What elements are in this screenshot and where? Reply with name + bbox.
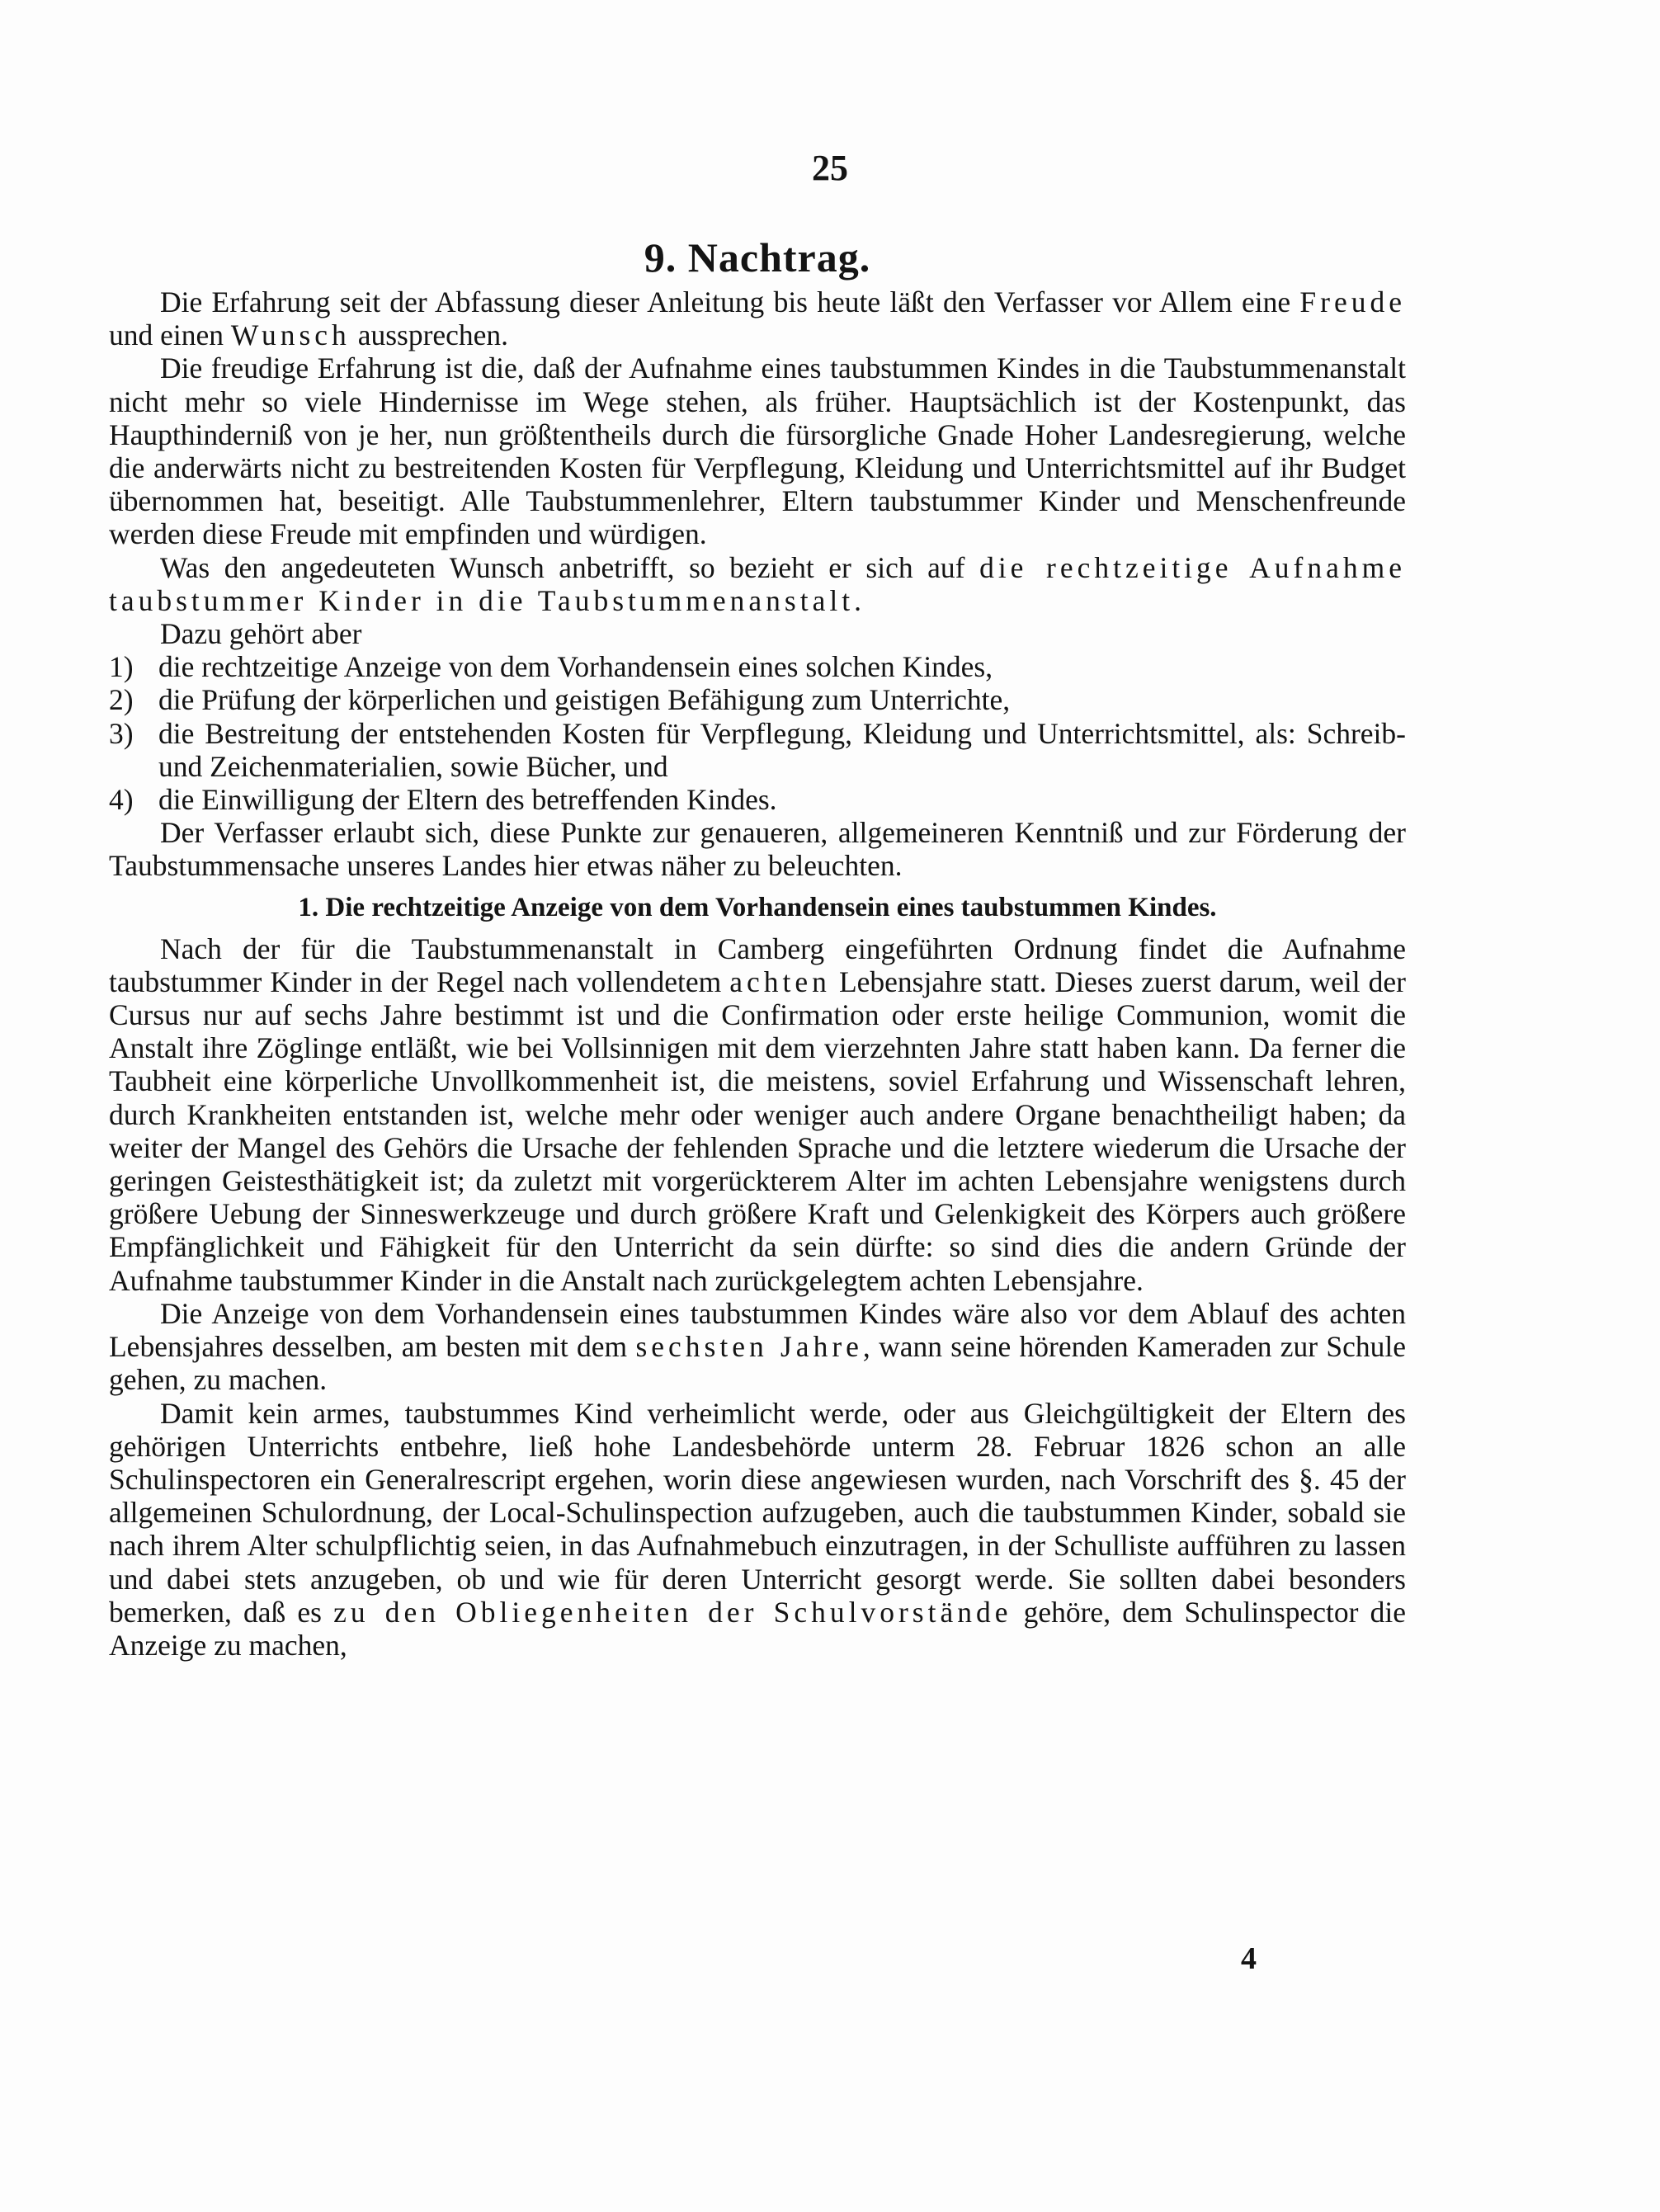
paragraph-rescript-text: Damit kein armes, taubstummes Kind verheimlicht werde, oder aus Gleichgültigkeit der Eltern des gehörigen Unterrichts entbehre, ließ hohe Landesbehörde unterm 28. Februar 1826 schon an alle Schulinspectoren ein Generalrescript ergehen, worin diese angewiesen wurden, nach Vorschrift des §. 45 der allgemeinen Schulordnung, der Local-Schulinspection aufzugeben, auch die taubstummen Kinder, sobald sie nach ihrem Alter schulpflichtig seien, in das Aufnahmebuch einzutragen, in der Schulliste aufführen zu lassen und dabei stets anzugeben, ob und wie für deren Unterricht gesorgt werde. Sie sollten dabei besonders bemerken, daß es (109, 1396, 1406, 1629)
emphasis-obliegenheiten: zu den Obliegenheiten der Schulvorstände (333, 1595, 1012, 1629)
emphasis-timely-admission: die rechtzeitige Aufnahme taubstummer Kinder in die Taubstummenanstalt. (109, 550, 1406, 617)
list-item-text: die Bestreitung der entstehenden Kosten für Verpflegung, Kleidung und Unterrichtsmittel, als: Schreib- und Zeichenmaterialien, sowie Bücher, und (158, 716, 1406, 783)
page-number: 25 (812, 148, 848, 188)
paragraph-camberg (109, 932, 1406, 1297)
list-item-text: die Prüfung der körperlichen und geistigen Befähigung zum Unterrichte, (158, 683, 1011, 717)
list-item-text: die Einwilligung der Eltern des betreffenden Kindes. (158, 783, 777, 817)
list-item (109, 717, 1406, 783)
list-item (109, 650, 1406, 683)
emphasis-achten: achten (729, 965, 831, 998)
list-item-number: 1) (109, 650, 134, 684)
paragraph-wish-text: Was den angedeuteten Wunsch anbetrifft, so bezieht er sich auf (160, 550, 980, 584)
paragraph-camberg-end: Lebensjahre statt. Dieses zuerst darum, weil der Cursus nur auf sechs Jahre bestimmt ist und die Confirmation oder erste heilige Communion, womit die Anstalt ihre Zöglinge entläßt, wie bei Vollsinnigen mit dem vierzehnten Jahre statt haben kann. Da ferner die Taubheit eine körperliche Unvollkommenheit ist, die meistens, soviel Erfahrung und Wissenschaft lehren, durch Krankheiten entstanden ist, welche mehr oder weniger auch andere Organe benachtheiligt haben; da weiter der Mangel des Gehörs die Ursache der fehlenden Sprache und die letztere wiederum die Ursache der geringen Geistesthätigkeit ist; da zuletzt mit vorgerückterem Alter im achten Lebensjahre wenigstens durch größere Uebung der Sinneswerkzeuge und durch größere Kraft und Gelenkigkeit des Körpers auch größere Empfänglichkeit und Fähigkeit für den Unterricht da sein dürfte: so sind dies die andern Gründe der Aufnahme taubstummer Kinder in die Anstalt nach zurückgelegtem achten Lebensjahre. (109, 965, 1406, 1297)
emphasis-freude: Freude (1299, 285, 1406, 318)
section-heading: 9. Nachtrag. (644, 234, 871, 281)
paragraph-rescript (109, 1397, 1406, 1663)
paragraph-notification-text: Die Anzeige von dem Vorhandensein eines taubstummen Kindes wäre also vor dem Ablauf des achten Lebensjahres desselben, am besten mit dem (109, 1296, 1406, 1364)
list-item-number: 2) (109, 683, 134, 717)
paragraph-intro-end: aussprechen. (350, 318, 509, 352)
paragraph-notification (109, 1297, 1406, 1397)
requirements-list (109, 650, 1406, 816)
paragraph-wish (109, 551, 1406, 617)
list-item (109, 683, 1406, 716)
paragraph-intro (109, 285, 1406, 351)
signature-mark: 4 (1241, 1941, 1257, 1976)
paragraph-intro-mid: und einen (109, 318, 231, 352)
paragraph-rescript-end: gehöre, dem Schulinspector die Anzeige zu machen, (109, 1595, 1406, 1662)
emphasis-wunsch: Wunsch (230, 318, 351, 352)
list-item-number: 4) (109, 783, 134, 817)
list-item-number: 3) (109, 716, 134, 750)
paragraph-author-note: Der Verfasser erlaubt sich, diese Punkte zur genaueren, allgemeineren Kenntniß und zur Förderung der Taubstummensache unseres Landes hier etwas näher zu beleuchten. (109, 816, 1406, 883)
paragraph-camberg-text: Nach der für die Taubstummenanstalt in Camberg eingeführten Ordnung findet die Aufnahme taubstummer Kinder in der Regel nach vollendetem (109, 931, 1406, 998)
paragraph-notification-end: , wann seine hörenden Kameraden zur Schule gehen, zu machen. (109, 1330, 1406, 1397)
paragraph-intro-text: Die Erfahrung seit der Abfassung dieser Anleitung bis heute läßt den Verfasser vor Allem eine (160, 285, 1300, 318)
list-item (109, 783, 1406, 816)
list-item-text: die rechtzeitige Anzeige von dem Vorhandensein eines solchen Kindes, (158, 650, 993, 684)
paragraph-experience: Die freudige Erfahrung ist die, daß der Aufnahme eines taubstummen Kindes in die Taubstummenanstalt nicht mehr so viele Hindernisse im Wege stehen, als früher. Hauptsächlich ist der Kostenpunkt, das Haupthinderniß von je her, nun größtentheils durch die fürsorgliche Gnade Hoher Landesregierung, welche die anderwärts nicht zu bestreitenden Kosten für Verpflegung, Kleidung und Unterrichtsmittel auf ihr Budget übernommen hat, beseitigt. Alle Taubstummenlehrer, Eltern taubstummer Kinder und Menschenfreunde werden diese Freude mit empfinden und würdigen. (109, 351, 1406, 551)
main-text-block (109, 233, 1406, 1662)
subsection-heading: 1. Die rechtzeitige Anzeige von dem Vorhandensein eines taubstummen Kindes. (298, 892, 1217, 922)
emphasis-sechsten-jahre: sechsten Jahre (635, 1330, 863, 1364)
paragraph-requirements-intro: Dazu gehört aber (160, 617, 362, 651)
